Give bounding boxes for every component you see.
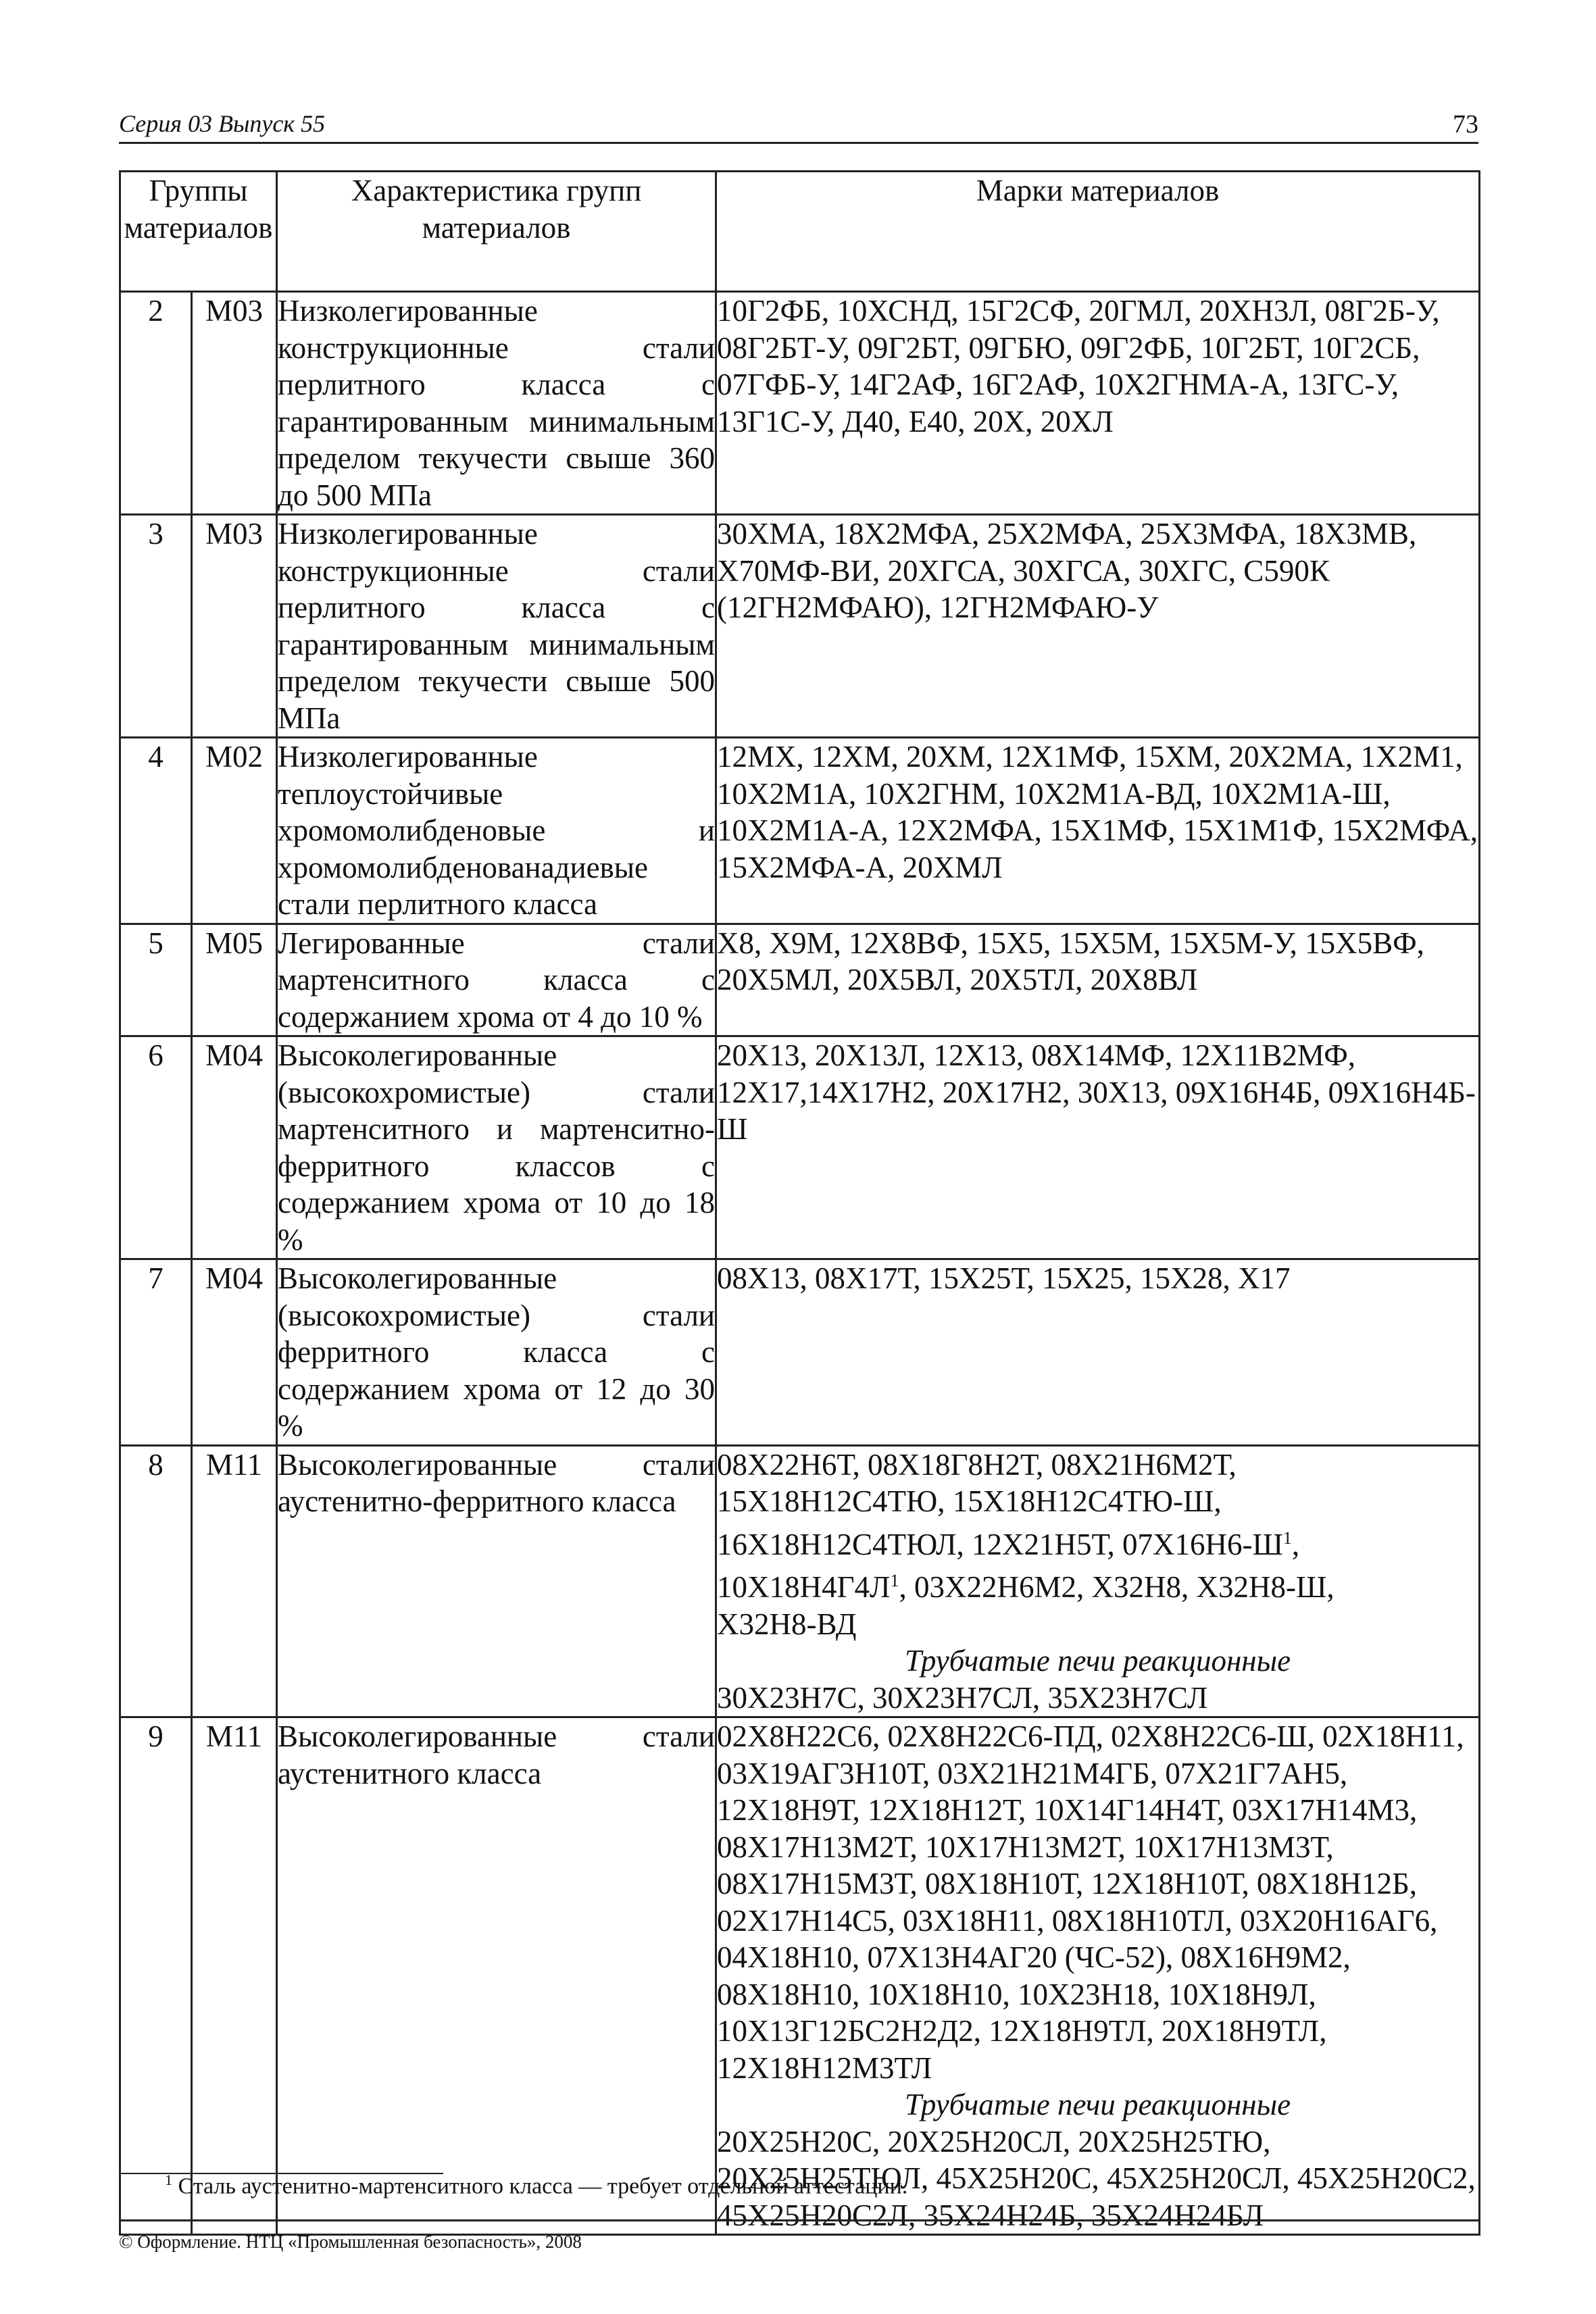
- group-description: Низколегированные конструкционные стали перлитного класса с гарантированным минимальным пределом текучести свыше 360 до 500 МПа: [277, 292, 716, 515]
- table-row: [120, 1259, 1480, 1446]
- subheading-tube-furnaces: Трубчатые печи реакционные: [904, 2088, 1291, 2121]
- grades-line: 15Х18Н12С4ТЮ, 15Х18Н12С4ТЮ-Ш,: [717, 1484, 1222, 1518]
- table-row: [120, 1445, 1480, 1717]
- group-code: М04: [192, 1259, 277, 1446]
- material-grades: 12МХ, 12ХМ, 20ХМ, 12Х1МФ, 15ХМ, 20Х2МА, 1Х2М1, 10Х2М1А, 10Х2ГНМ, 10Х2М1А-ВД, 10Х2М1А-Ш, 10Х2М1А-А, 12Х2МФА, 15Х1МФ, 15Х1М1Ф, 15Х2МФА, 15Х2МФА-А, 20ХМЛ: [716, 738, 1480, 924]
- grades-text: 20Х25Н20С, 20Х25Н20СЛ, 20Х25Н25ТЮ, 20Х25Н25ТЮЛ, 45Х25Н20С, 45Х25Н20СЛ, 45Х25Н20С2, 45Х25Н20С2Л, 35Х24Н24Б, 35Х24Н24БЛ: [717, 2124, 1476, 2232]
- grades-line: [717, 1520, 1478, 1563]
- grades-text: ,: [1291, 1527, 1300, 1561]
- group-description: Высоколегированные стали аустенитного класса: [277, 1717, 716, 2235]
- grades-text: 10Х18Н4Г4Л: [717, 1570, 891, 1604]
- footnote-text: Сталь аустенитно-мартенситного класса — требует отдельной аттестации.: [178, 2173, 908, 2199]
- grades-line: 30Х23Н7С, 30Х23Н7СЛ, 35Х23Н7СЛ: [717, 1680, 1208, 1715]
- header-group: Группы материалов: [120, 172, 277, 292]
- subheading-tube-furnaces: Трубчатые печи реакционные: [904, 1644, 1291, 1678]
- grades-text: 02Х8Н22С6, 02Х8Н22С6-ПД, 02Х8Н22С6-Ш, 02Х18Н11, 03Х19АГ3Н10Т, 03Х21Н21М4ГБ, 07Х21Г7АН5, 12Х18Н9Т, 12Х18Н12Т, 10Х14Г14Н4Т, 03Х17Н14М3, 08Х17Н13М2Т, 10Х17Н13М2Т, 10Х17Н13М3Т, 08Х17Н15М3Т, 08Х18Н10Т, 12Х18Н10Т, 08Х18Н12Б, 02Х17Н14С5, 03Х18Н11, 08Х18Н10ТЛ, 03Х20Н16АГ6, 04Х18Н10, 07Х13Н4АГ20 (ЧС-52), 08Х16Н9М2, 08Х18Н10, 10Х18Н10, 10Х23Н18, 10Х18Н9Л, 10Х13Г12БС2Н2Д2, 12Х18Н9ТЛ, 20Х18Н9ТЛ, 12Х18Н12М3ТЛ: [717, 1719, 1464, 2085]
- footnote-marker: 1: [1282, 1528, 1292, 1548]
- group-number: 7: [120, 1259, 192, 1446]
- footnote: [165, 2171, 907, 2199]
- material-grades: 30ХМА, 18Х2МФА, 25Х2МФА, 25Х3МФА, 18Х3МВ, Х70МФ-ВИ, 20ХГСА, 30ХГСА, 30ХГС, С590К (12ГН2МФАЮ), 12ГН2МФАЮ-У: [716, 515, 1480, 738]
- material-grades: 08Х13, 08Х17Т, 15Х25Т, 15Х25, 15Х28, Х17: [716, 1259, 1480, 1446]
- material-grades: 10Г2ФБ, 10ХСНД, 15Г2СФ, 20ГМЛ, 20ХН3Л, 08Г2Б-У, 08Г2БТ-У, 09Г2БТ, 09ГБЮ, 09Г2ФБ, 10Г2БТ, 10Г2СБ, 07ГФБ-У, 14Г2АФ, 16Г2АФ, 10Х2ГНМА-А, 13ГС-У, 13Г1С-У, Д40, Е40, 20Х, 20ХЛ: [716, 292, 1480, 515]
- grades-line: 08Х22Н6Т, 08Х18Г8Н2Т, 08Х21Н6М2Т,: [717, 1447, 1237, 1482]
- material-grades: [716, 1717, 1480, 2235]
- group-number: 3: [120, 515, 192, 738]
- page-number: 73: [1453, 110, 1478, 139]
- table-row: [120, 515, 1480, 738]
- table-row: [120, 924, 1480, 1036]
- group-description: Высоколегированные стали аустенитно-ферритного класса: [277, 1445, 716, 1717]
- group-description: Высоколегированные (высокохромистые) стали мартенситного и мартенситно-ферритного классов с содержанием хрома от 10 до 18 %: [277, 1036, 716, 1259]
- grades-text: 16Х18Н12С4ТЮЛ, 12Х21Н5Т, 07Х16Н6-Ш: [717, 1527, 1283, 1561]
- material-grades: 20Х13, 20Х13Л, 12Х13, 08Х14МФ, 12Х11В2МФ, 12Х17,14Х17Н2, 20Х17Н2, 30Х13, 09Х16Н4Б, 09Х16Н4Б-Ш: [716, 1036, 1480, 1259]
- footnote-marker: 1: [165, 2171, 172, 2188]
- grades-line: Х32Н8-ВД: [717, 1607, 857, 1641]
- group-code: М04: [192, 1036, 277, 1259]
- table-header-row: [120, 172, 1480, 292]
- group-description: Легированные стали мартенситного класса с содержанием хрома от 4 до 10 %: [277, 924, 716, 1036]
- group-code: М05: [192, 924, 277, 1036]
- header-description: Характеристика групп материалов: [277, 172, 716, 292]
- footnote-marker: 1: [890, 1571, 899, 1590]
- group-number: 4: [120, 738, 192, 924]
- footer-rule: [119, 2219, 1478, 2221]
- group-number: 8: [120, 1445, 192, 1717]
- material-grades: [716, 1445, 1480, 1717]
- grades-text: , 03Х22Н6М2, Х32Н8, Х32Н8-Ш,: [899, 1570, 1335, 1604]
- group-code: М03: [192, 292, 277, 515]
- group-code: М03: [192, 515, 277, 738]
- page-header: [119, 108, 1478, 144]
- material-grades: Х8, Х9М, 12Х8ВФ, 15Х5, 15Х5М, 15Х5М-У, 15Х5ВФ, 20Х5МЛ, 20Х5ВЛ, 20Х5ТЛ, 20Х8ВЛ: [716, 924, 1480, 1036]
- table-row: [120, 738, 1480, 924]
- group-description: Низколегированные конструкционные стали перлитного класса с гарантированным минимальным пределом текучести свыше 500 МПа: [277, 515, 716, 738]
- materials-table: [119, 170, 1480, 2236]
- header-grades: Марки материалов: [716, 172, 1480, 292]
- group-number: 9: [120, 1717, 192, 2235]
- table-row: [120, 1036, 1480, 1259]
- group-code: М11: [192, 1445, 277, 1717]
- table-row: [120, 292, 1480, 515]
- group-description: Высоколегированные (высокохромистые) стали ферритного класса с содержанием хрома от 12 до 30 %: [277, 1259, 716, 1446]
- copyright: © Оформление. НТЦ «Промышленная безопасность», 2008: [119, 2232, 582, 2252]
- group-number: 6: [120, 1036, 192, 1259]
- group-code: М11: [192, 1717, 277, 2235]
- group-code: М02: [192, 738, 277, 924]
- grades-line: [717, 1563, 1478, 1606]
- series-title: Серия 03 Выпуск 55: [119, 110, 326, 137]
- table-row: [120, 1717, 1480, 2235]
- group-description: Низколегированные теплоустойчивые хромомолибденовые и хромомолибденованадиевые стали перлитного класса: [277, 738, 716, 924]
- group-number: 5: [120, 924, 192, 1036]
- group-number: 2: [120, 292, 192, 515]
